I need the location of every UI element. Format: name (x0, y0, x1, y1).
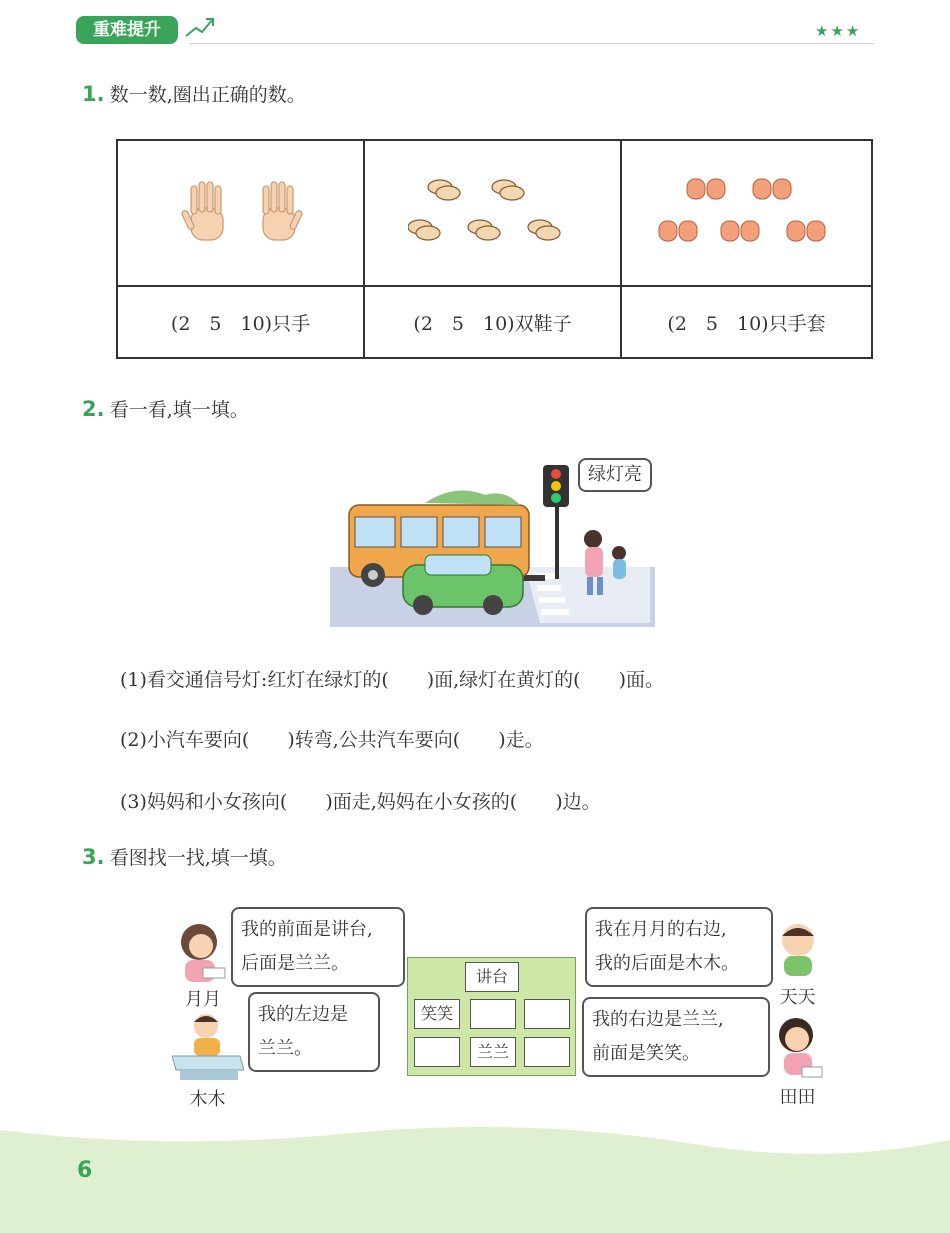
tiantian2-bubble (582, 997, 770, 1077)
mumu-avatar (172, 1010, 244, 1084)
q3-heading (82, 843, 287, 870)
seating-chart (407, 957, 576, 1076)
q2-item-3[interactable]: (3)妈妈和小女孩向( )面走,妈妈在小女孩的( )边。 (120, 791, 601, 813)
podium-box: 讲台 (465, 962, 519, 992)
hands-cell (117, 140, 364, 286)
seat-xiaoxiao: 笑笑 (414, 999, 460, 1029)
shoes-cell (364, 140, 621, 286)
seat-lanlan: 兰兰 (470, 1037, 516, 1067)
mumu-bubble (248, 992, 380, 1072)
gloves-cell (621, 140, 872, 286)
traffic-light-bubble: 绿灯亮 (578, 458, 652, 492)
page-number: 6 (77, 1158, 93, 1183)
tiantian-line-2: 我的后面是木木。 (595, 953, 739, 974)
yueyue-line-1: 我的前面是讲台, (241, 919, 373, 940)
tiantian2-avatar (772, 1015, 824, 1083)
seat-empty-2[interactable] (524, 999, 570, 1029)
q2-item-2[interactable]: (2)小汽车要向( )转弯,公共汽车要向( )走。 (120, 729, 544, 751)
yueyue-name: 月月 (185, 989, 221, 1010)
q1-answer-hands[interactable]: (2 5 10)只手 (117, 286, 364, 358)
tiantian-bubble (585, 907, 773, 987)
q1-text: 数一数,圈出正确的数。 (109, 84, 306, 106)
mumu-line-2: 兰兰。 (258, 1038, 312, 1059)
q2-number: 2. (82, 397, 105, 421)
tiantian-line-1: 我在月月的右边, (595, 919, 727, 940)
yueyue-line-2: 后面是兰兰。 (241, 953, 349, 974)
tiantian-avatar (772, 918, 824, 980)
seat-empty-4[interactable] (524, 1037, 570, 1067)
seat-empty-1[interactable] (470, 999, 516, 1029)
q1-answer-shoes[interactable]: (2 5 10)双鞋子 (364, 286, 621, 358)
yueyue-avatar (175, 920, 230, 986)
q2-text: 看一看,填一填。 (109, 399, 249, 421)
shoe-icon (408, 171, 578, 251)
mumu-name: 木木 (189, 1089, 226, 1110)
seat-empty-3[interactable] (414, 1037, 460, 1067)
tiantian-name: 天天 (779, 987, 816, 1008)
glove-icon (657, 171, 837, 251)
q3-text: 看图找一找,填一填。 (109, 847, 287, 869)
q2-item-1[interactable]: (1)看交通信号灯:红灯在绿灯的( )面,绿灯在黄灯的( )面。 (120, 669, 665, 691)
q1-number: 1. (82, 82, 105, 106)
yueyue-bubble (231, 907, 405, 987)
tiantian2-line-1: 我的右边是兰兰, (592, 1009, 724, 1030)
difficulty-stars: ★★★ (815, 22, 862, 40)
q1-table (116, 139, 873, 359)
tiantian2-line-2: 前面是笑笑。 (592, 1043, 700, 1064)
footer-wave (0, 1110, 950, 1233)
q3-number: 3. (82, 845, 105, 869)
tiantian2-name: 田田 (779, 1087, 816, 1108)
q1-answer-gloves[interactable]: (2 5 10)只手套 (621, 286, 872, 358)
mumu-line-1: 我的左边是 (258, 1004, 348, 1025)
section-badge: 重难提升 (76, 16, 178, 44)
trend-up-icon (184, 14, 216, 40)
q2-heading (82, 395, 249, 422)
header-divider (190, 43, 874, 44)
hand-icon (171, 176, 311, 246)
q1-heading (82, 80, 306, 107)
